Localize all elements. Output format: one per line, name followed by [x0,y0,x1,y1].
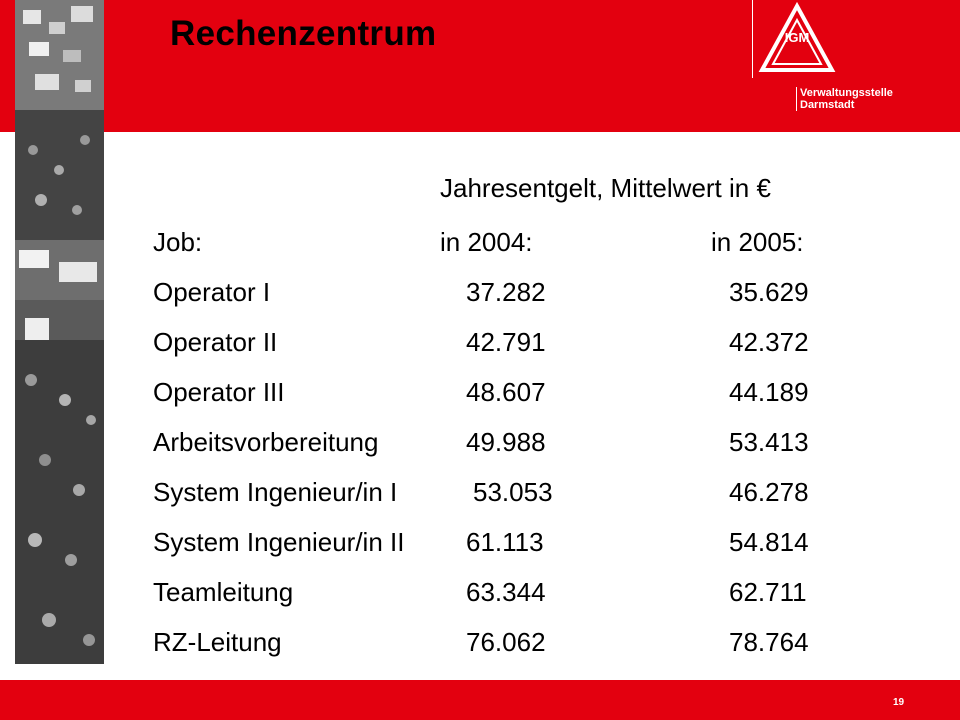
value-2004: 53.053 [473,477,553,507]
value-2004: 48.607 [466,377,546,407]
value-2005: 62.711 [729,577,807,607]
value-2005: 78.764 [729,627,809,657]
value-2004: 63.344 [466,577,546,607]
value-2005: 46.278 [729,477,809,507]
footer-bar [0,680,960,720]
value-2005: 35.629 [729,277,809,307]
value-2005: 54.814 [729,527,809,557]
job-label: Operator I [153,277,271,307]
value-2005: 53.413 [729,427,809,457]
job-label: Operator III [153,377,285,407]
value-2004: 49.988 [466,427,546,457]
column-header-job: Job: [153,227,203,257]
value-2004: 42.791 [466,327,546,357]
value-2005: 42.372 [729,327,809,357]
value-2004: 76.062 [466,627,546,657]
job-label: System Ingenieur/in I [153,477,398,507]
job-label: System Ingenieur/in II [153,527,405,557]
job-label: RZ-Leitung [153,627,282,657]
page-number: 19 [893,697,905,708]
value-2005: 44.189 [729,377,809,407]
org-line-2: Darmstadt [800,99,855,111]
job-label: Operator II [153,327,278,357]
job-label: Teamleitung [153,577,294,607]
value-2004: 37.282 [466,277,546,307]
logo-text: IGM [784,30,810,45]
job-label: Arbeitsvorbereitung [153,427,379,457]
value-2004: 61.113 [466,527,544,557]
table-caption: Jahresentgelt, Mittelwert in € [440,173,771,203]
slide-title: Rechenzentrum [170,14,437,53]
column-header-2005: in 2005: [711,227,804,257]
org-line-1: Verwaltungsstelle [800,87,893,99]
column-header-2004: in 2004: [440,227,533,257]
